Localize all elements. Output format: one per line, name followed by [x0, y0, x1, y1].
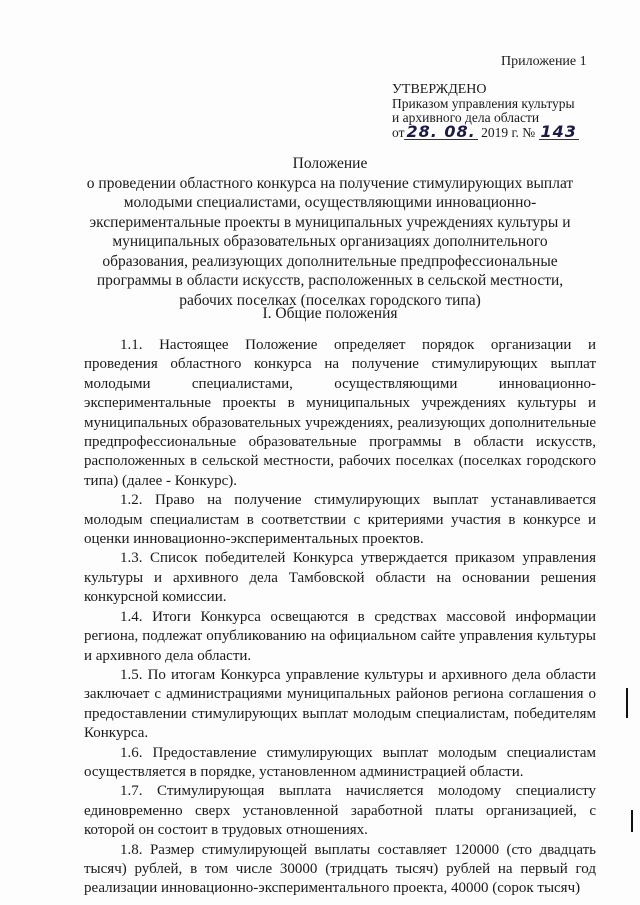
appendix-label: Приложение 1 [501, 54, 587, 69]
year-label: 2019 г. № [477, 125, 536, 140]
paragraph-1-2: 1.2. Право на получение стимулирующих выплат устанавливается молодым специалистам в соответствии с критериями участия в конкурсе и оценки инновационно-экспериментальных проектов. [84, 492, 596, 548]
paragraph-1-5: 1.5. По итогам Конкурса управление культуры и архивного дела области заключает с администрациями муниципальных районов региона соглашения о предоставлении стимулирующих выплат молодым специалистам, победителям Конкурса. [84, 666, 596, 742]
title-line: экспериментальные проекты в муниципальных учреждениях культуры и [89, 213, 571, 231]
document-body [84, 336, 596, 899]
approved-label: УТВЕРЖДЕНО [392, 82, 487, 97]
handwritten-date: 28. 08. [406, 122, 476, 141]
paragraph-1-4: 1.4. Итоги Конкурса освещаются в средствах массовой информации региона, подлежат опубликованию на официальном сайте управления культуры и архивного дела области. [84, 608, 596, 664]
title-line: рабочих поселках (поселках городского типа) [179, 291, 481, 309]
title-line: программы в области искусств, расположенных в сельской местности, [96, 272, 564, 289]
title-line: муниципальных образовательных организациях дополнительного [112, 233, 548, 250]
scan-edge-mark [631, 810, 633, 832]
approval-line-2: и архивного дела области [392, 110, 540, 125]
paragraph-1-7: 1.7. Стимулирующая выплата начисляется молодому специалисту единовременно сверх установленной заработной платы организацией, с которой он состоит в трудовых отношениях. [84, 783, 596, 839]
scan-edge-mark [626, 688, 628, 718]
paragraph-1-3: 1.3. Список победителей Конкурса утверждается приказом управления культуры и архивного дела Тамбовской области на основании решения конкурсной комиссии. [84, 550, 596, 606]
section-title: I. Общие положения [262, 305, 398, 322]
from-label: от [392, 125, 405, 140]
paragraph-1-6: 1.6. Предоставление стимулирующих выплат молодым специалистам осуществляется в порядке, установленном администрацией области. [84, 744, 596, 780]
paragraph-1-8: 1.8. Размер стимулирующей выплаты составляет 120000 (сто двадцать тысяч) рублей, в том числе 30000 (тридцать тысяч) рублей на первый год реализации инновационно-экспериментального проекта, 40000 (сорок тысяч) [84, 841, 596, 897]
handwritten-number: 143 [540, 122, 577, 141]
title-line: молодыми специалистами, осуществляющими инновационно- [123, 194, 537, 211]
approval-line-1: Приказом управления культуры [392, 96, 575, 111]
approval-block [392, 83, 579, 140]
paragraph-1-1: 1.1. Настоящее Положение определяет порядок организации и проведения областного конкурса на получение стимулирующих выплат молодыми специалистами, осуществляющими инновационно-экспериментальные проекты в муниципальных учреждениях культуры и муниципальных образовательных учреждениях, реализующих дополнительные предпрофессиональные образовательные программы в области искусств, расположенных в сельской местности, рабочих поселках (поселках городского типа) (далее - Конкурс). [84, 337, 596, 489]
title-line: о проведении областного конкурса на получение стимулирующих выплат [86, 174, 574, 192]
title-heading: Положение [292, 155, 368, 172]
title-line: образования, реализующих дополнительные предпрофессиональные [102, 252, 558, 270]
approval-date-line [392, 122, 579, 141]
document-title [60, 154, 600, 310]
